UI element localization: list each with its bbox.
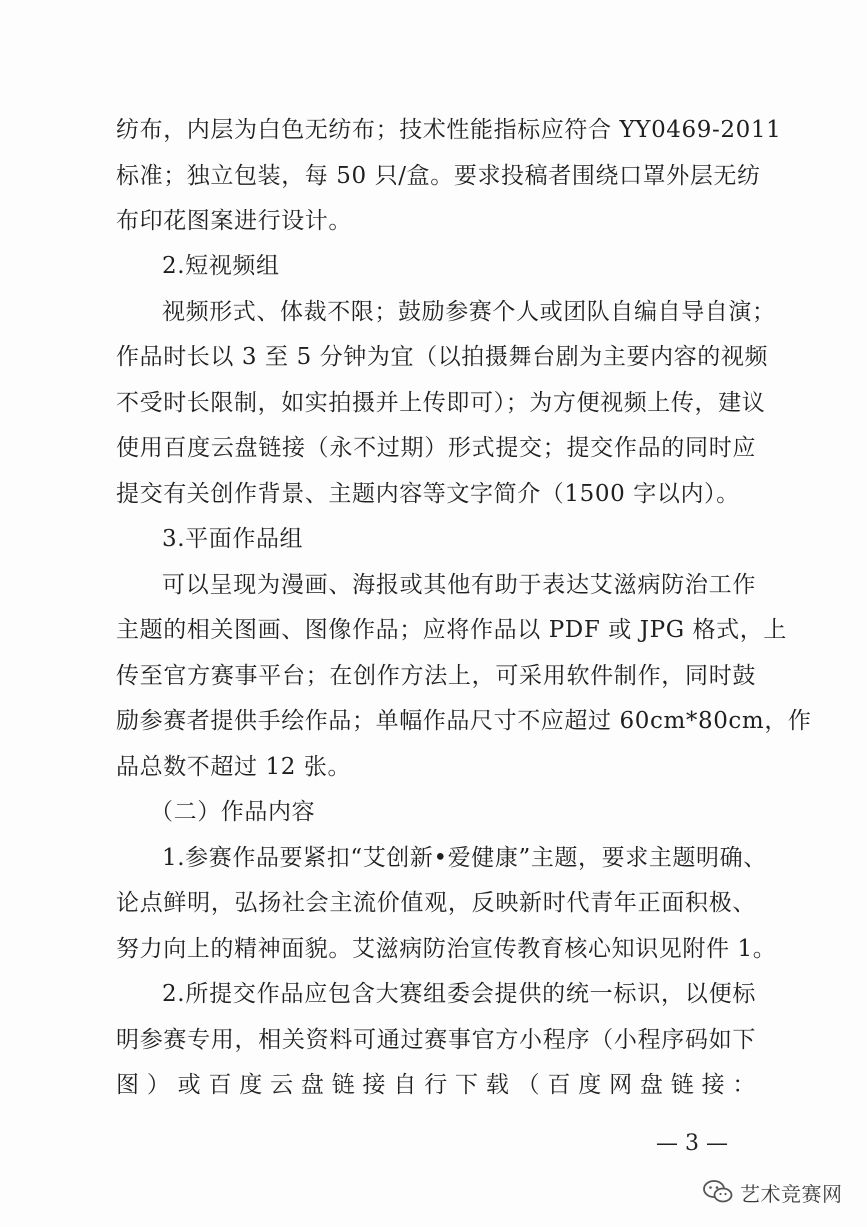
text-line: 作品时长以 3 至 5 分钟为宜（以拍摄舞台剧为主要内容的视频 (116, 344, 769, 370)
section-heading-short-video: 2.短视频组 (162, 253, 280, 279)
watermark-text: 艺术竞赛网 (740, 1181, 843, 1206)
text-line: 纺布，内层为白色无纺布；技术性能指标应符合 YY0469-2011 (116, 117, 782, 143)
watermark (702, 1175, 843, 1209)
text-line: 标准；独立包装，每 50 只/盒。要求投稿者围绕口罩外层无纺 (116, 163, 761, 189)
text-line: 不受时长限制，如实拍摄并上传即可）；为方便视频上传，建议 (116, 390, 766, 416)
text-line: 传至官方赛事平台；在创作方法上，可采用软件制作，同时鼓 (116, 663, 756, 689)
section-heading-work-content: （二）作品内容 (150, 799, 316, 825)
page-number: — 3 — (656, 1131, 728, 1156)
text-line: 提交有关创作背景、主题内容等文字简介（1500 字以内）。 (116, 481, 740, 507)
text-line: 励参赛者提供手绘作品；单幅作品尺寸不应超过 60cm*80cm，作 (116, 708, 812, 734)
text-line: 可以呈现为漫画、海报或其他有助于表达艾滋病防治工作 (162, 572, 756, 598)
text-line: 努力向上的精神面貌。艾滋病防治宣传教育核心知识见附件 1。 (116, 936, 777, 962)
text-line: 图）或百度云盘链接自行下载（百度网盘链接： (116, 1072, 756, 1098)
text-line: 2.所提交作品应包含大赛组委会提供的统一标识，以便标 (162, 981, 756, 1007)
text-line: 主题的相关图画、图像作品；应将作品以 PDF 或 JPG 格式，上 (116, 617, 787, 643)
section-heading-graphic-works: 3.平面作品组 (162, 526, 304, 552)
text-line: 论点鲜明，弘扬社会主流价值观，反映新时代青年正面积极、 (116, 890, 756, 916)
text-line: 使用百度云盘链接（永不过期）形式提交；提交作品的同时应 (116, 435, 756, 461)
text-line: 1.参赛作品要紧扣“艾创新•爱健康”主题，要求主题明确、 (162, 845, 767, 871)
text-line: 视频形式、体裁不限；鼓励参赛个人或团队自编自导自演； (162, 299, 776, 325)
text-line: 品总数不超过 12 张。 (116, 754, 352, 780)
wechat-official-account-icon (702, 1178, 734, 1206)
text-line: 布印花图案进行设计。 (116, 208, 352, 234)
text-line: 明参赛专用，相关资料可通过赛事官方小程序（小程序码如下 (116, 1027, 756, 1053)
